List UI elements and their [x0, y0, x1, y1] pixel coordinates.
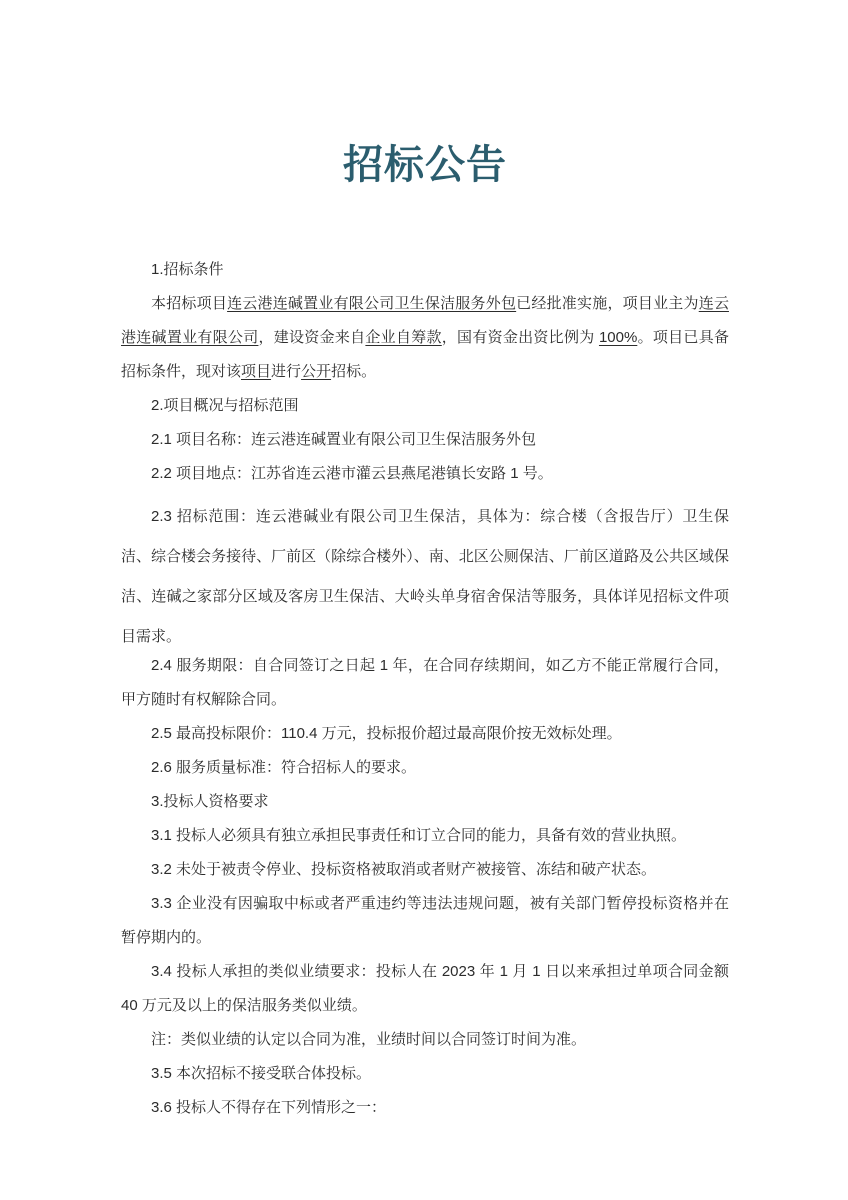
intro-segment-underlined: 100%	[598, 329, 638, 346]
intro-segment-underlined: 企业自筹款	[365, 329, 442, 346]
intro-paragraph	[121, 287, 729, 389]
clause-3-2: 3.2 未处于被责令停业、投标资格被取消或者财产被接管、冻结和破产状态。	[151, 861, 657, 878]
clause-3-6: 3.6 投标人不得存在下列情形之一：	[151, 1099, 387, 1116]
section-3-heading: 3.投标人资格要求	[151, 793, 269, 810]
clause-2-4: 2.4 服务期限：自合同签订之日起 1 年，在合同存续期间，如乙方不能正常履行合同，甲方随时有权解除合同。	[121, 657, 729, 708]
clause-2-6: 2.6 服务质量标准：符合招标人的要求。	[151, 759, 417, 776]
section-2-heading: 2.项目概况与招标范围	[151, 397, 299, 414]
clause-2-2: 2.2 项目地点：江苏省连云港市灌云县燕尾港镇长安路 1 号。	[151, 465, 553, 482]
intro-segment: 已经批准实施，项目业主为	[516, 295, 699, 312]
section-1-heading: 1.招标条件	[151, 261, 224, 278]
clause-3-4: 3.4 投标人承担的类似业绩要求：投标人在 2023 年 1 月 1 日以来承担过单项合同金额 40 万元及以上的保洁服务类似业绩。	[121, 963, 729, 1014]
intro-segment-underlined: 连云港连碱置业有限公司	[121, 295, 729, 346]
intro-segment: 本招标项目	[151, 295, 228, 312]
document-title: 招标公告	[343, 143, 507, 187]
clause-2-1: 2.1 项目名称：连云港连碱置业有限公司卫生保洁服务外包	[151, 431, 537, 448]
clause-3-5: 3.5 本次招标不接受联合体投标。	[151, 1065, 372, 1082]
clause-2-5: 2.5 最高投标限价：110.4 万元，投标报价超过最高限价按无效标处理。	[151, 725, 622, 742]
clause-3-4-note: 注：类似业绩的认定以合同为准，业绩时间以合同签订时间为准。	[151, 1031, 587, 1048]
clause-2-3: 2.3 招标范围：连云港碱业有限公司卫生保洁，具体为：综合楼（含报告厅）卫生保洁、综合楼会务接待、厂前区（除综合楼外）、南、北区公厕保洁、厂前区道路及公共区域保洁、连碱之家部分区域及客房卫生保洁、大岭头单身宿舍保洁等服务，具体详见招标文件项目需求。	[121, 508, 729, 645]
intro-segment: 进行	[271, 363, 302, 380]
document-body	[121, 253, 729, 1125]
intro-segment-underlined: 项目	[241, 363, 272, 380]
intro-segment: ，建设资金来自	[258, 329, 366, 346]
intro-segment: 。项目已具备招标条件，现对该	[121, 329, 729, 380]
clause-3-3: 3.3 企业没有因骗取中标或者严重违约等违法违规问题，被有关部门暂停投标资格并在暂停期内的。	[121, 895, 729, 946]
intro-segment: 招标。	[331, 363, 377, 380]
intro-segment-underlined: 连云港连碱置业有限公司卫生保洁服务外包	[227, 295, 517, 312]
clause-3-1: 3.1 投标人必须具有独立承担民事责任和订立合同的能力，具备有效的营业执照。	[151, 827, 687, 844]
intro-segment: ，国有资金出资比例为	[441, 329, 599, 346]
intro-segment-underlined: 公开	[301, 363, 332, 380]
